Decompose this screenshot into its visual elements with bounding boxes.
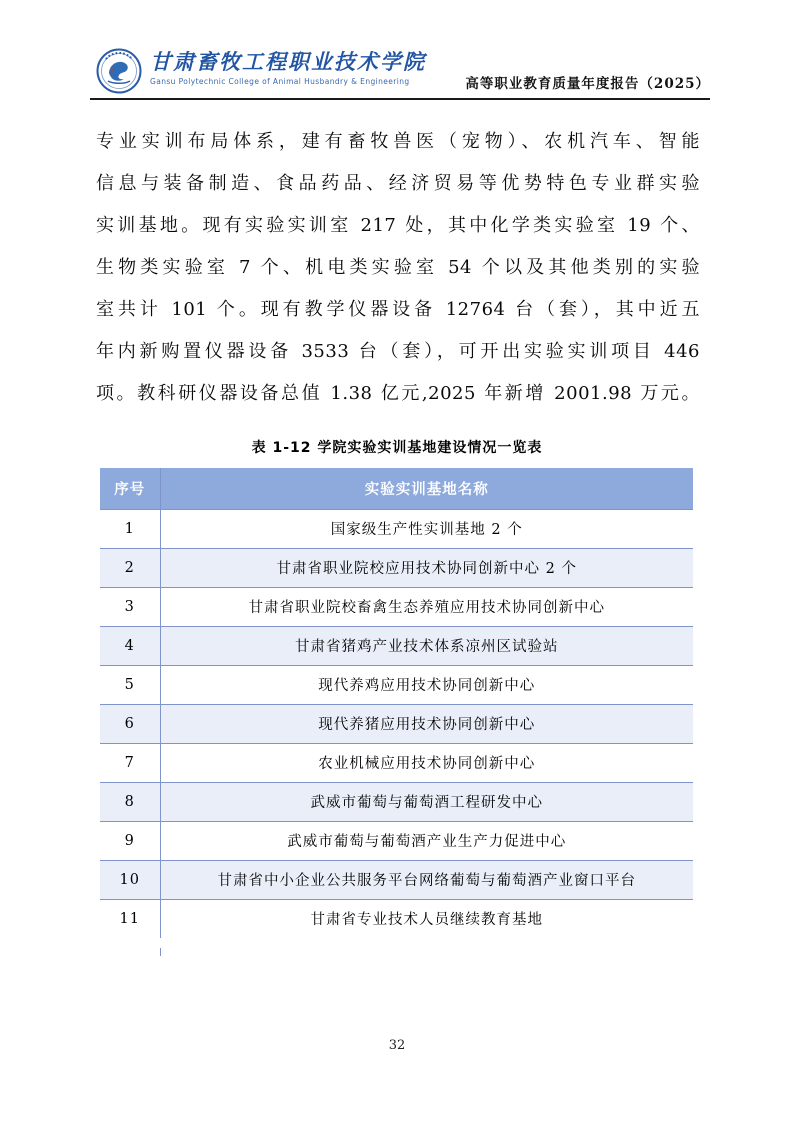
base-name-cell: 国家级生产性实训基地 2 个 — [330, 522, 523, 538]
table-header-row — [100, 468, 693, 509]
table-body — [100, 509, 693, 938]
page-number: 32 — [388, 1038, 406, 1053]
table-row — [100, 626, 693, 665]
base-name-cell: 武威市葡萄与葡萄酒工程研发中心 — [310, 795, 543, 811]
body-paragraph — [96, 121, 700, 415]
training-base-table — [100, 468, 693, 938]
base-name-cell: 甘肃省猪鸡产业技术体系凉州区试验站 — [295, 639, 559, 655]
row-number-cell: 5 — [100, 665, 160, 704]
table-row — [100, 782, 693, 821]
body-line: 信息与装备制造、食品药品、经济贸易等优势特色专业群实验 — [96, 173, 700, 194]
table-caption: 表 1-12 学院实验实训基地建设情况一览表 — [251, 440, 543, 456]
column-header-no: 序号 — [100, 468, 160, 509]
row-number-cell: 9 — [100, 821, 160, 860]
table-column-divider-tail — [160, 948, 161, 956]
table-row — [100, 743, 693, 782]
table-row — [100, 509, 693, 548]
college-brand — [96, 48, 426, 94]
row-number-cell: 11 — [100, 899, 160, 938]
table-row — [100, 860, 693, 899]
table-row — [100, 548, 693, 587]
base-name-cell: 武威市葡萄与葡萄酒产业生产力促进中心 — [287, 834, 567, 850]
college-name-zh: 甘肃畜牧工程职业技术学院 — [150, 49, 426, 74]
body-line: 室共计 101 个。现有教学仪器设备 12764 台（套），其中近五 — [96, 299, 700, 320]
base-name-cell: 现代养猪应用技术协同创新中心 — [318, 717, 536, 733]
row-number-cell: 6 — [100, 704, 160, 743]
row-number-cell: 1 — [100, 509, 160, 548]
body-line: 实训基地。现有实验实训室 217 处，其中化学类实验室 19 个、 — [96, 215, 700, 236]
row-number-cell: 10 — [100, 860, 160, 899]
column-header-name: 实验实训基地名称 — [160, 468, 693, 509]
page-header — [90, 46, 710, 100]
row-number-cell: 7 — [100, 743, 160, 782]
report-title: 高等职业教育质量年度报告（2025） — [465, 76, 710, 92]
body-line: 年内新购置仪器设备 3533 台（套），可开出实验实训项目 446 — [96, 341, 700, 362]
college-logo-icon — [96, 48, 142, 94]
base-name-cell: 甘肃省专业技术人员继续教育基地 — [310, 912, 543, 929]
table-head — [100, 468, 693, 509]
row-number-cell: 2 — [100, 548, 160, 587]
body-line: 专业实训布局体系，建有畜牧兽医（宠物）、农机汽车、智能 — [96, 131, 700, 152]
college-name-block — [150, 48, 426, 86]
base-name-cell: 甘肃省职业院校畜禽生态养殖应用技术协同创新中心 — [248, 600, 605, 616]
table-row — [100, 587, 693, 626]
body-line: 项。教科研仪器设备总值 1.38 亿元,2025 年新增 2001.98 万元。 — [96, 383, 700, 404]
body-line: 生物类实验室 7 个、机电类实验室 54 个以及其他类别的实验 — [96, 257, 700, 278]
row-number-cell: 3 — [100, 587, 160, 626]
base-name-cell: 甘肃省中小企业公共服务平台网络葡萄与葡萄酒产业窗口平台 — [217, 873, 636, 889]
base-name-cell: 农业机械应用技术协同创新中心 — [318, 756, 536, 772]
college-name-en: Gansu Polytechnic College of Animal Husbandry & Engineering — [150, 77, 410, 86]
row-number-cell: 8 — [100, 782, 160, 821]
table-row — [100, 665, 693, 704]
table-row — [100, 704, 693, 743]
table-row — [100, 821, 693, 860]
row-number-cell: 4 — [100, 626, 160, 665]
base-name-cell: 现代养鸡应用技术协同创新中心 — [318, 678, 536, 694]
base-name-cell: 甘肃省职业院校应用技术协同创新中心 2 个 — [276, 561, 577, 577]
table-row — [100, 899, 693, 938]
